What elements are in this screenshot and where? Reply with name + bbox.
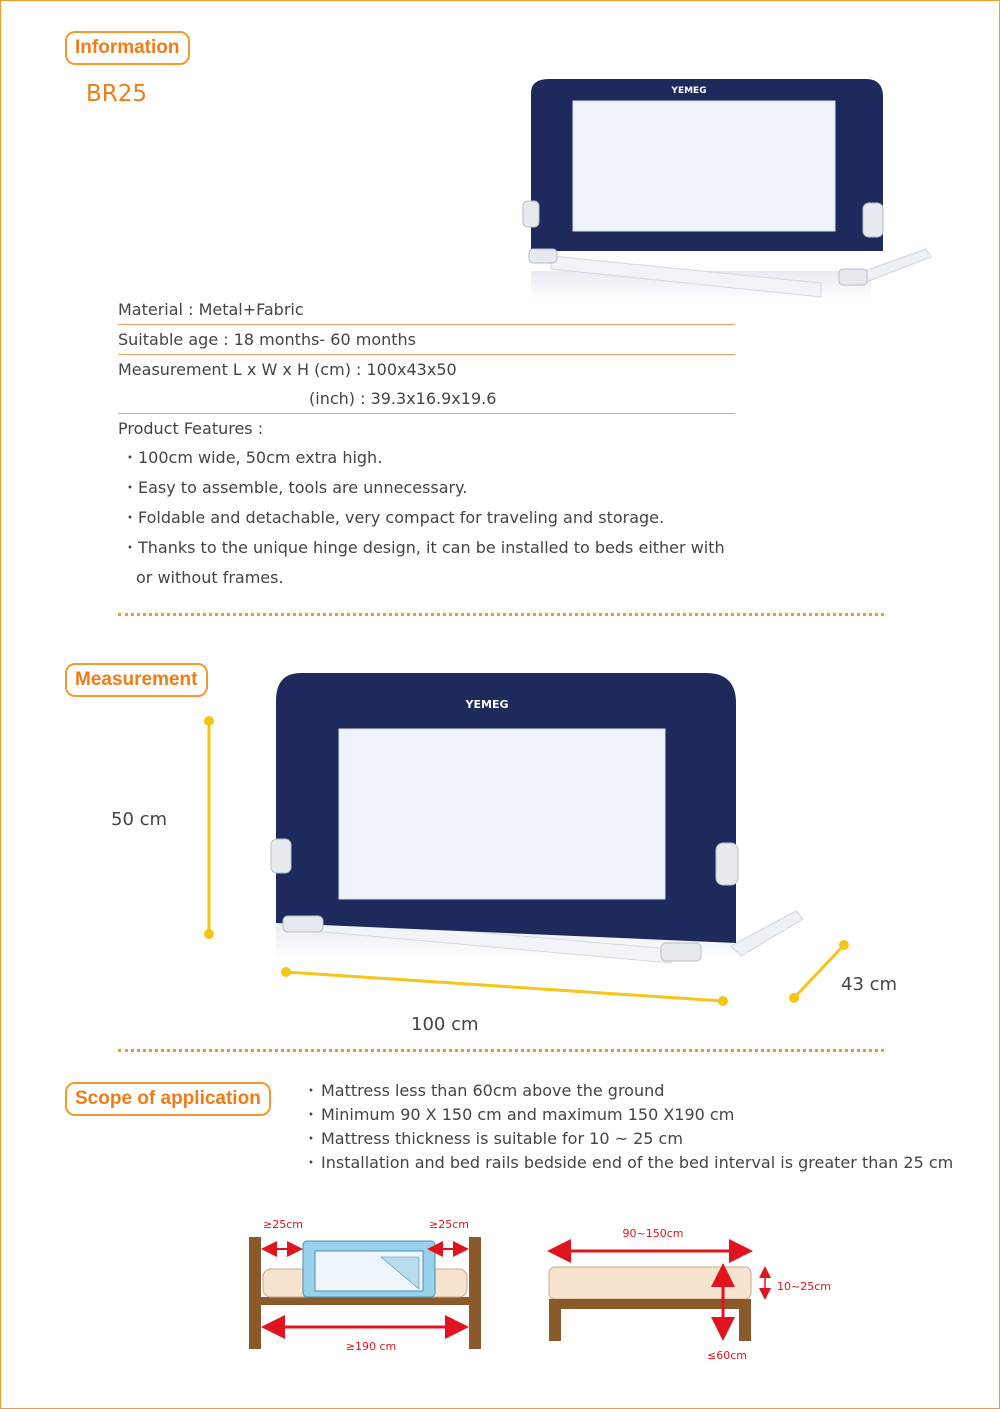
feature-item: or without frames.: [136, 568, 284, 587]
bed-rail-photo-top: [521, 71, 941, 311]
feature-item: ・Foldable and detachable, very compact for traveling and storage.: [122, 508, 665, 527]
height-label: 50 cm: [111, 809, 168, 830]
bed-side-clearance-diagram: [241, 1209, 491, 1369]
mattress-dimension-diagram: [541, 1219, 841, 1369]
features-title: Product Features :: [118, 419, 264, 438]
length-label: 100 cm: [411, 1014, 479, 1035]
spec-measurement-inch: (inch) : 39.3x16.9x19.6: [118, 384, 735, 414]
model-number: BR25: [86, 81, 148, 107]
scope-list: [301, 1079, 953, 1175]
mattress-height-label: ≤60cm: [707, 1349, 747, 1362]
scope-item: ・ Mattress thickness is suitable for 10 ~ 25 cm: [302, 1129, 683, 1148]
scope-item: ・ Mattress less than 60cm above the ground: [302, 1081, 665, 1100]
feature-item: ・100cm wide, 50cm extra high.: [122, 448, 383, 467]
brand-logo: YEMEG: [671, 86, 707, 96]
spec-material: Material : Metal+Fabric: [118, 295, 735, 325]
mattress-width-label: 90~150cm: [622, 1227, 684, 1240]
information-heading: Information: [65, 31, 190, 65]
feature-item: ・Easy to assemble, tools are unnecessary.: [122, 478, 468, 497]
gap-left-label: ≥25cm: [263, 1218, 303, 1231]
scope-item: ・ Minimum 90 X 150 cm and maximum 150 X190 cm: [302, 1105, 735, 1124]
spec-table: [118, 295, 735, 593]
length-dimension-line: [286, 972, 723, 1001]
brand-logo: YEMEG: [465, 698, 509, 711]
spec-age: Suitable age : 18 months- 60 months: [118, 325, 735, 355]
mattress-thickness-label: 10~25cm: [777, 1280, 831, 1293]
bed-length-label: ≥190 cm: [345, 1340, 397, 1353]
width-label: 43 cm: [841, 974, 898, 995]
divider-dotted: [118, 613, 884, 616]
feature-item: ・Thanks to the unique hinge design, it can be installed to beds either with: [122, 538, 725, 557]
scope-item: ・ Installation and bed rails bedside end of the bed interval is greater than 25 cm: [302, 1153, 954, 1172]
divider-dotted: [118, 1049, 884, 1052]
bed-rail-photo-dimensions: [191, 661, 871, 1021]
scope-heading: Scope of application: [65, 1082, 271, 1116]
measurement-heading: Measurement: [65, 663, 208, 697]
width-dimension-line: [794, 945, 844, 998]
spec-measurement-cm: Measurement L x W x H (cm) : 100x43x50: [118, 360, 457, 379]
gap-right-label: ≥25cm: [429, 1218, 469, 1231]
